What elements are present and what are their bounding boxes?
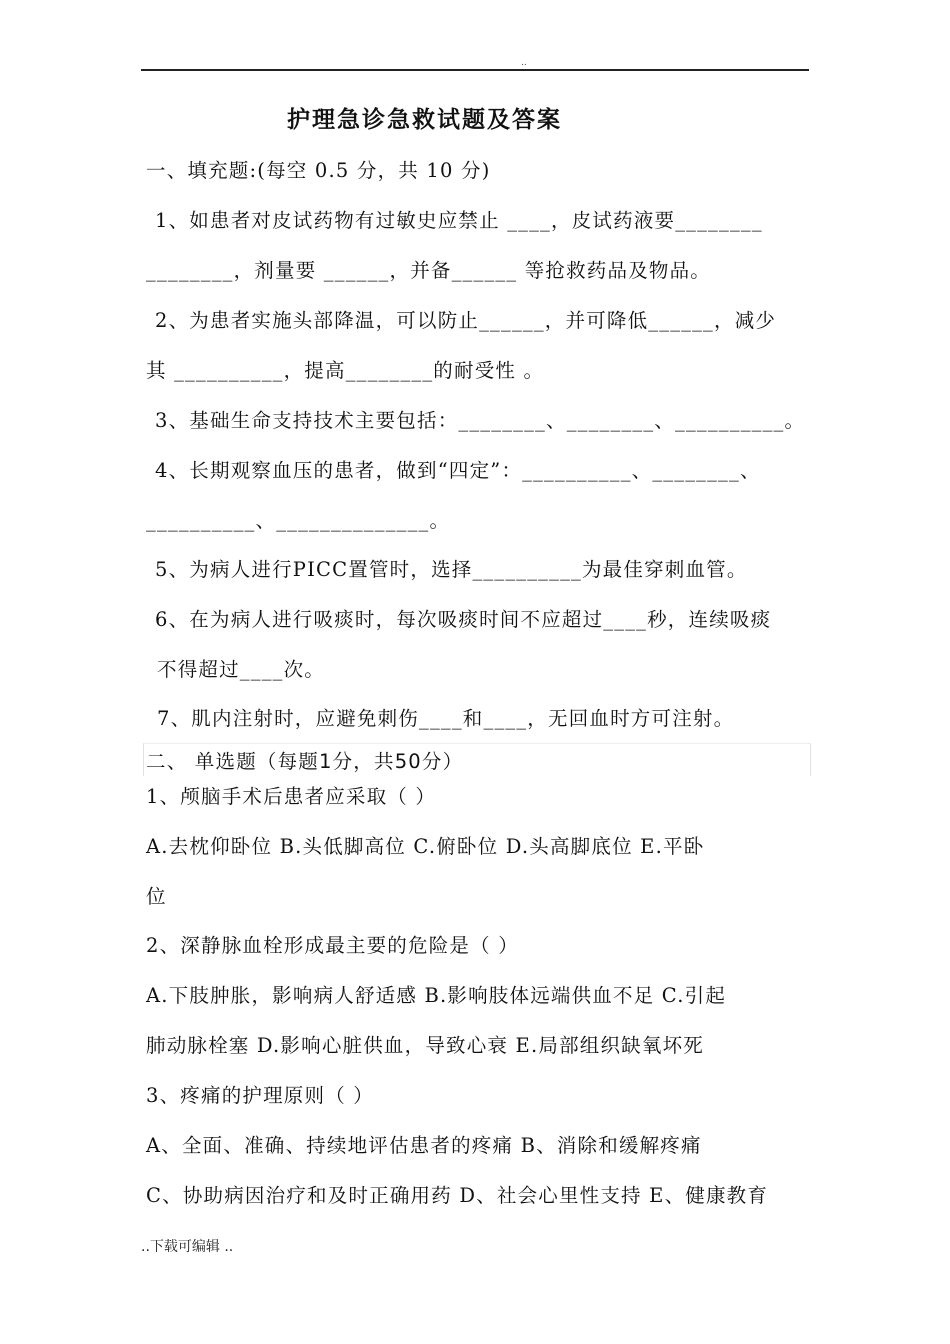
question-text: 5、为病人进行PICC置管时，选择__________为最佳穿刺血管。 bbox=[155, 558, 748, 581]
question-text: 2、为患者实施头部降温，可以防止______，并可降低______，减少 bbox=[155, 309, 777, 332]
option-text: 位 bbox=[146, 885, 167, 908]
footer-text: ..下载可编辑 .. bbox=[141, 1239, 234, 1255]
question-text: 3、基础生命支持技术主要包括：________、________、__________。 bbox=[155, 409, 806, 432]
header-rule bbox=[141, 69, 809, 71]
question-text: ________，剂量要 ______，并备______ 等抢救药品及物品。 bbox=[146, 259, 711, 282]
question-text: 4、长期观察血压的患者，做到“四定”：__________、________、 bbox=[155, 459, 761, 482]
section-2-heading-box bbox=[143, 743, 811, 776]
question-text: __________、______________。 bbox=[146, 509, 451, 532]
question-text: 2、深静脉血栓形成最主要的危险是（ ） bbox=[146, 934, 519, 957]
option-text: 肺动脉栓塞 D.影响心脏供血，导致心衰 E.局部组织缺氧坏死 bbox=[146, 1034, 704, 1057]
page-title: 护理急诊急救试题及答案 bbox=[287, 107, 562, 133]
question-text: 1、颅脑手术后患者应采取（ ） bbox=[146, 785, 437, 808]
question-text: 不得超过____次。 bbox=[157, 658, 326, 681]
option-text: A.下肢肿胀，影响病人舒适感 B.影响肢体远端供血不足 C.引起 bbox=[146, 984, 727, 1007]
header-dots: .. bbox=[521, 58, 527, 68]
question-text: 7、肌内注射时，应避免刺伤____和____，无回血时方可注射。 bbox=[157, 707, 735, 730]
option-text: A、全面、准确、持续地评估患者的疼痛 B、消除和缓解疼痛 bbox=[146, 1134, 702, 1157]
question-text: 3、疼痛的护理原则（ ） bbox=[146, 1084, 375, 1107]
option-text: A.去枕仰卧位 B.头低脚高位 C.俯卧位 D.头高脚底位 E.平卧 bbox=[146, 835, 705, 858]
question-text: 1、如患者对皮试药物有过敏史应禁止 ____，皮试药液要________ bbox=[155, 209, 763, 232]
question-text: 6、在为病人进行吸痰时，每次吸痰时间不应超过____秒，连续吸痰 bbox=[155, 608, 772, 631]
question-text: 其 __________，提高________的耐受性 。 bbox=[146, 359, 545, 382]
option-text: C、协助病因治疗和及时正确用药 D、社会心里性支持 E、健康教育 bbox=[146, 1184, 769, 1207]
section-2-heading: 二、 单选题（每题1分，共50分） bbox=[146, 750, 464, 773]
section-1-heading: 一、填充题:(每空 0.5 分，共 10 分) bbox=[146, 159, 491, 182]
